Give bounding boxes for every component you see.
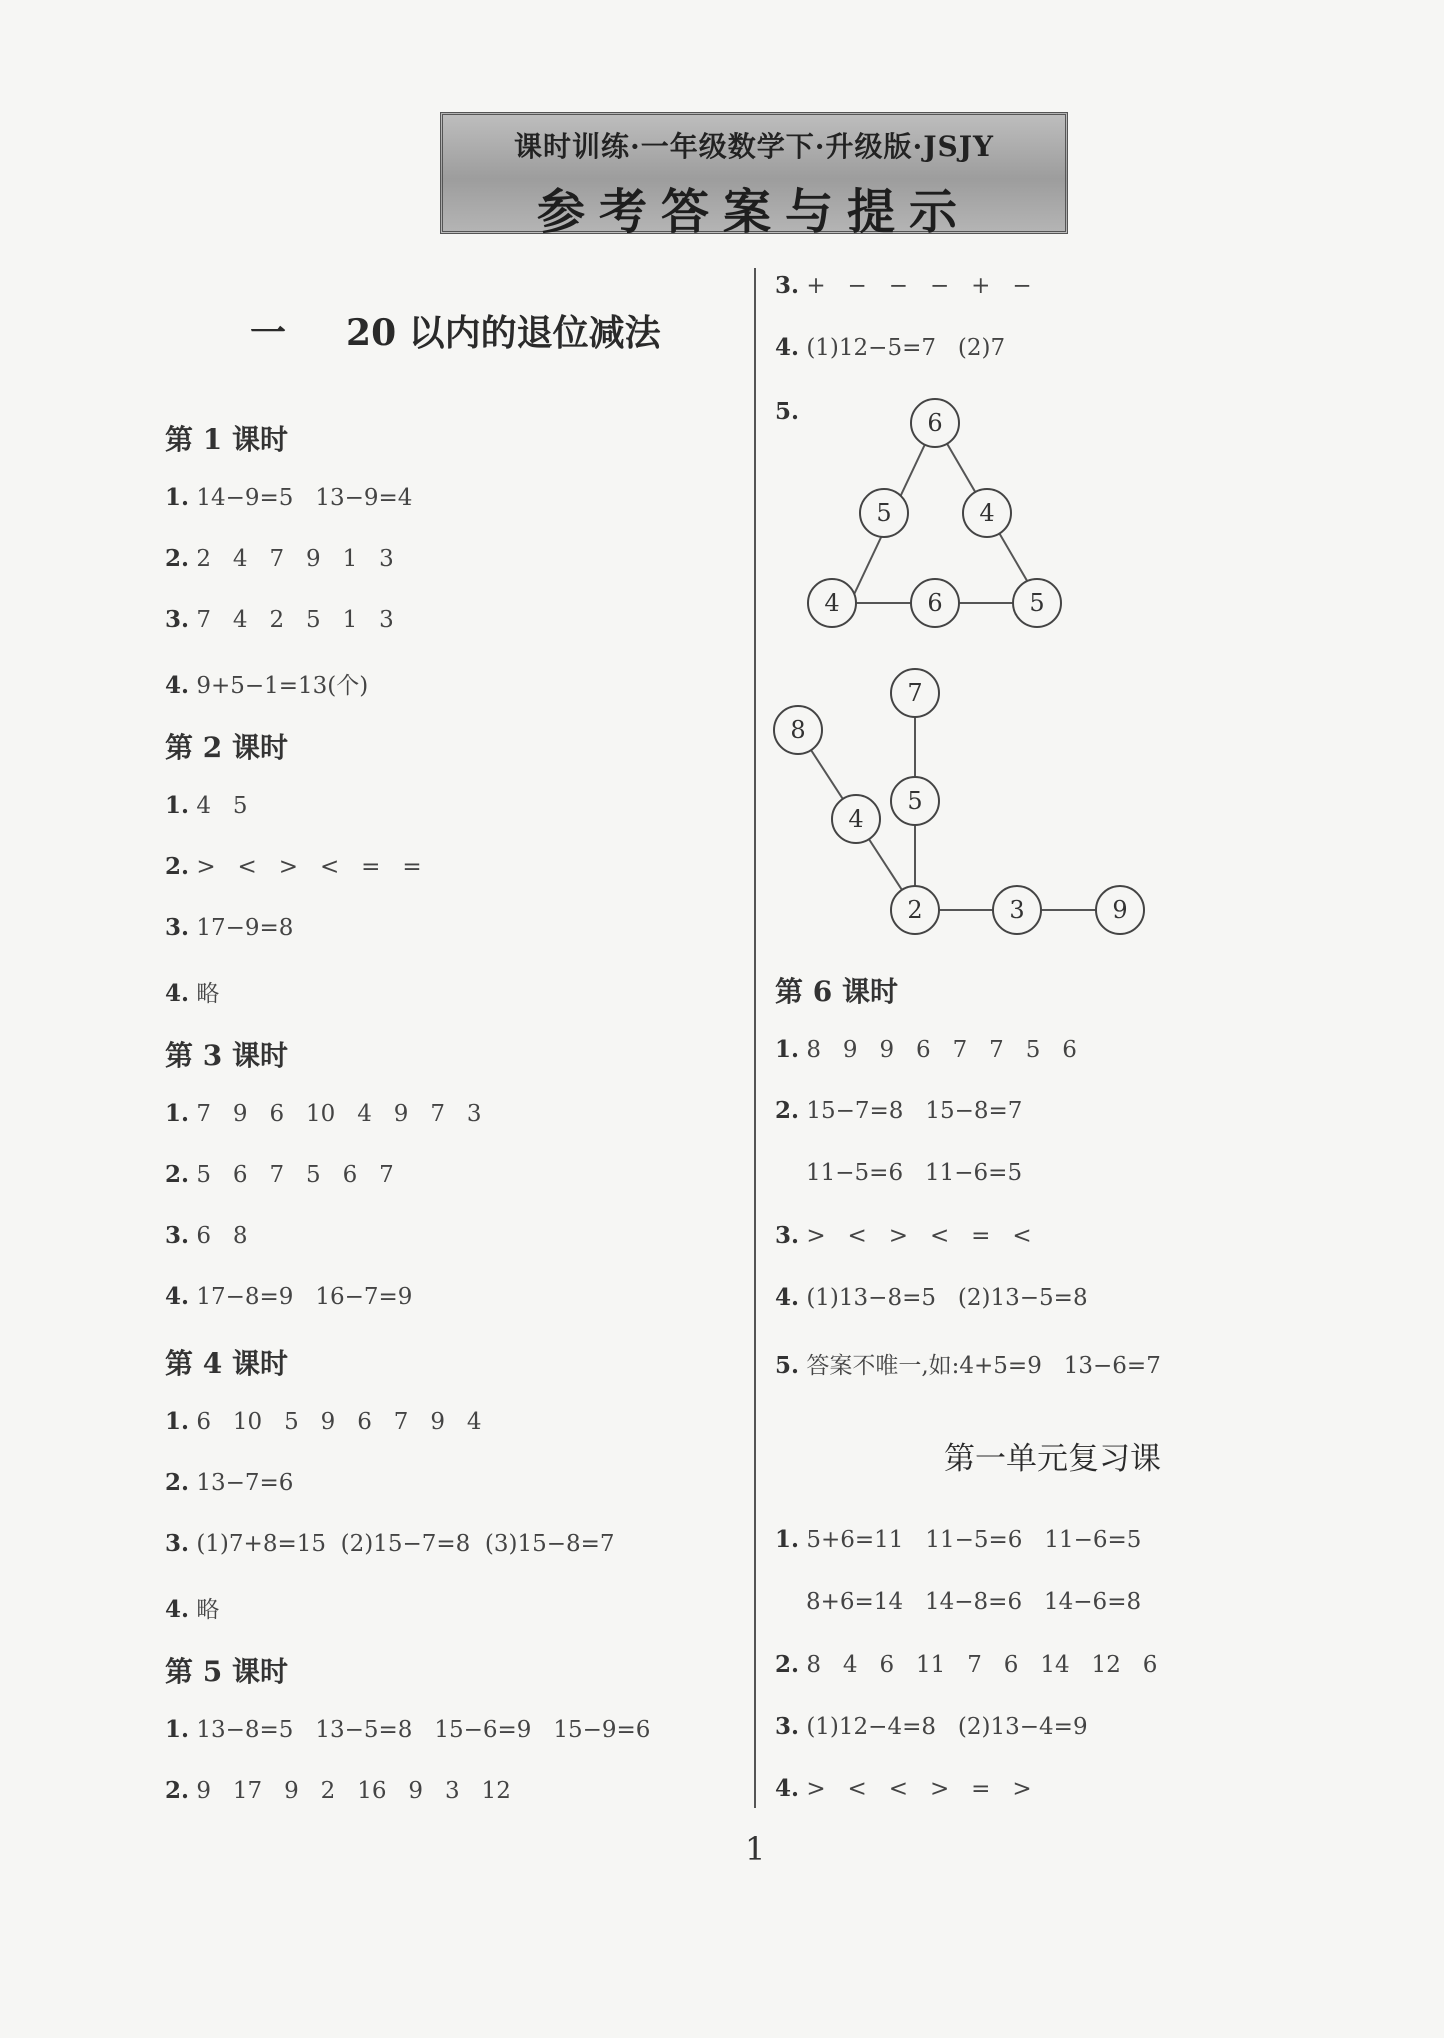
lesson-5-item xyxy=(775,334,1005,361)
item-text: 17−9=8 xyxy=(196,915,294,941)
item-number: 5. xyxy=(775,398,800,425)
lesson-6-item xyxy=(775,1222,1032,1249)
triangle-node-label: 4 xyxy=(824,589,840,617)
unit-number: 一 xyxy=(250,312,287,354)
item-text: (1)13−8=5 (2)13−5=8 xyxy=(806,1285,1088,1311)
tree-node-label: 3 xyxy=(1009,896,1025,924)
lesson-4-item xyxy=(165,1408,482,1435)
answer-banner xyxy=(440,112,1068,240)
tree-node-label: 8 xyxy=(790,716,806,744)
page-number: 1 xyxy=(745,1830,766,1868)
column-divider xyxy=(754,268,756,1808)
lesson-3-item xyxy=(165,1100,482,1127)
lesson-1-item xyxy=(165,667,368,700)
banner-title: 参考答案与提示 xyxy=(536,184,971,240)
triangle-node-label: 6 xyxy=(927,409,943,437)
lesson-3-item xyxy=(165,1283,412,1310)
item-number: 1. xyxy=(165,1716,190,1743)
item-text: 14−9=5 13−9=4 xyxy=(196,485,413,511)
item-text: > < < > = > xyxy=(806,1776,1032,1802)
lesson-2-item xyxy=(165,853,422,880)
lesson-5-item xyxy=(165,1777,511,1804)
lesson-6-item xyxy=(775,1284,1088,1311)
lesson-4-title: 第 4 课时 xyxy=(165,1347,288,1380)
item-number: 2. xyxy=(775,1651,800,1678)
item-text: > < > < = = xyxy=(196,854,422,880)
item-number: 4. xyxy=(775,1284,800,1311)
lesson-5-item xyxy=(775,272,1032,299)
item-number: 1. xyxy=(165,484,190,511)
item-number: 2. xyxy=(775,1097,800,1124)
review-item xyxy=(775,1651,1157,1678)
lesson-5-item xyxy=(165,1716,650,1743)
lesson-2-item xyxy=(165,792,248,819)
item-number: 2. xyxy=(165,853,190,880)
unit-title xyxy=(250,305,661,356)
tree-node-label: 4 xyxy=(848,805,864,833)
lesson-6-title: 第 6 课时 xyxy=(775,975,898,1008)
item-text: (1)7+8=15 (2)15−7=8 (3)15−8=7 xyxy=(196,1531,615,1557)
item-text: 答案不唯一,如:4+5=9 13−6=7 xyxy=(806,1353,1161,1379)
item-text: 9 17 9 2 16 9 3 12 xyxy=(196,1778,511,1804)
triangle-node-label: 4 xyxy=(979,499,995,527)
lesson-1-item xyxy=(165,484,412,511)
item-number: 4. xyxy=(775,334,800,361)
lesson-4-item xyxy=(165,1469,293,1496)
review-item xyxy=(775,1713,1088,1740)
lesson-3-item xyxy=(165,1222,248,1249)
item-text: 5+6=11 11−5=6 11−6=5 xyxy=(806,1527,1142,1553)
item-number: 1. xyxy=(165,1100,190,1127)
item-number: 1. xyxy=(165,792,190,819)
lesson-4-item xyxy=(165,1530,615,1557)
item-text: 13−7=6 xyxy=(196,1470,294,1496)
item-text: 8+6=14 14−8=6 14−6=8 xyxy=(806,1589,1142,1615)
lesson-6-item xyxy=(775,1036,1077,1063)
lesson-6-item xyxy=(775,1097,1022,1124)
item-number: 5. xyxy=(775,1352,800,1379)
item-text: 8 9 9 6 7 7 5 6 xyxy=(806,1037,1077,1063)
item-number: 3. xyxy=(775,1713,800,1740)
item-number: 3. xyxy=(165,606,190,633)
item-number: 3. xyxy=(165,1222,190,1249)
lesson-3-title: 第 3 课时 xyxy=(165,1039,288,1072)
lesson-1-title: 第 1 课时 xyxy=(165,423,288,456)
lesson-1-item xyxy=(165,606,394,633)
lesson-6-item xyxy=(806,1160,1022,1186)
item-text: 略 xyxy=(196,1597,220,1623)
review-item xyxy=(806,1589,1141,1615)
triangle-node-label: 5 xyxy=(1029,589,1045,617)
item-number: 3. xyxy=(165,914,190,941)
item-text: 11−5=6 11−6=5 xyxy=(806,1160,1023,1186)
review-item xyxy=(775,1526,1141,1553)
item-number: 2. xyxy=(165,1777,190,1804)
item-number: 4. xyxy=(165,1283,190,1310)
item-text: 4 5 xyxy=(196,793,248,819)
triangle-node-label: 5 xyxy=(876,499,892,527)
item-number: 2. xyxy=(165,1161,190,1188)
item-number: 3. xyxy=(165,1530,190,1557)
item-number: 3. xyxy=(775,1222,800,1249)
item-text: 7 4 2 5 1 3 xyxy=(196,607,394,633)
item-text: 17−8=9 16−7=9 xyxy=(196,1284,413,1310)
item-number: 4. xyxy=(165,980,190,1007)
tree-node-label: 2 xyxy=(907,896,923,924)
item-number: 3. xyxy=(775,272,800,299)
item-number: 4. xyxy=(775,1775,800,1802)
item-text: > < > < = < xyxy=(806,1223,1032,1249)
item-text: 7 9 6 10 4 9 7 3 xyxy=(196,1101,482,1127)
tree-node-label: 9 xyxy=(1112,896,1128,924)
lesson-6-item xyxy=(775,1347,1161,1380)
item-text: (1)12−4=8 (2)13−4=9 xyxy=(806,1714,1088,1740)
item-text: (1)12−5=7 (2)7 xyxy=(806,335,1006,361)
item-number: 4. xyxy=(165,672,190,699)
item-text: 6 8 xyxy=(196,1223,248,1249)
review-title: 第一单元复习课 xyxy=(944,1441,1161,1477)
lesson-4-item xyxy=(165,1591,219,1624)
item-number: 1. xyxy=(775,1036,800,1063)
item-text: 略 xyxy=(196,981,220,1007)
item-number: 2. xyxy=(165,545,190,572)
item-number: 1. xyxy=(775,1526,800,1553)
banner-subtitle: 课时训练·一年级数学下·升级版·JSJY xyxy=(514,130,994,163)
number-diagrams xyxy=(770,395,1160,945)
lesson-2-item xyxy=(165,975,219,1008)
item-number: 4. xyxy=(165,1596,190,1623)
item-text: 2 4 7 9 1 3 xyxy=(196,546,394,572)
lesson-2-title: 第 2 课时 xyxy=(165,731,288,764)
lesson-1-item xyxy=(165,545,394,572)
item-text: 9+5−1=13(个) xyxy=(196,673,369,699)
item-number: 2. xyxy=(165,1469,190,1496)
item-text: 5 6 7 5 6 7 xyxy=(196,1162,394,1188)
item-text: 6 10 5 9 6 7 9 4 xyxy=(196,1409,482,1435)
lesson-2-item xyxy=(165,914,293,941)
item-text: 13−8=5 13−5=8 15−6=9 15−9=6 xyxy=(196,1717,651,1743)
lesson-5-title: 第 5 课时 xyxy=(165,1655,288,1688)
tree-node-label: 5 xyxy=(907,787,923,815)
item-text: 8 4 6 11 7 6 14 12 6 xyxy=(806,1652,1158,1678)
triangle-node-label: 6 xyxy=(927,589,943,617)
unit-name: 20 以内的退位减法 xyxy=(346,312,661,354)
item-number: 1. xyxy=(165,1408,190,1435)
item-text: + − − − + − xyxy=(806,273,1032,299)
review-item xyxy=(775,1775,1032,1802)
tree-node-label: 7 xyxy=(907,679,923,707)
lesson-3-item xyxy=(165,1161,394,1188)
item-text: 15−7=8 15−8=7 xyxy=(806,1098,1023,1124)
